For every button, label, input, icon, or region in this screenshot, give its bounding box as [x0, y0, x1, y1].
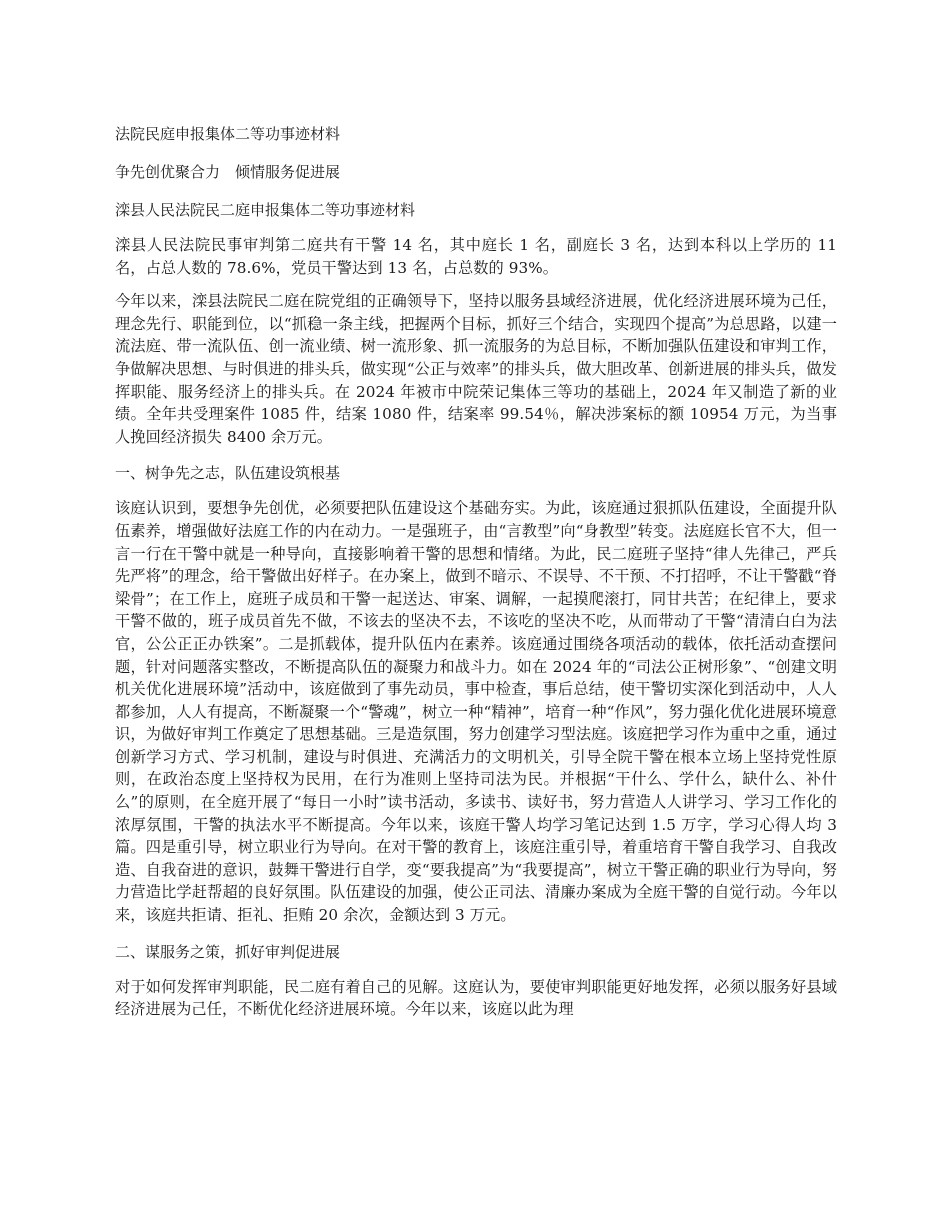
document-page	[115, 120, 837, 1032]
document-slogan: 争先创优聚合力 倾情服务促进展	[115, 163, 341, 181]
section-body-team-building: 该庭认识到，要想争先创优，必须要把队伍建设这个基础夯实。为此，该庭通过狠抓队伍建设，全面提升队伍素养，增强做好法庭工作的内在动力。一是强班子，由“言教型”向“身教型”转变。法庭庭长官不大，但一言一行在干警中就是一种导向，直接影响着干警的思想和情绪。为此，民二庭班子坚持“律人先律己，严兵先严将”的理念，给干警做出好样子。在办案上，做到不暗示、不误导、不干预、不打招呼，不让干警戳“脊梁骨”；在工作上，庭班子成员和干警一起送达、审案、调解，一起摸爬滚打，同甘共苦；在纪律上，要求干警不做的，班子成员首先不做，不该去的坚决不去，不该吃的坚决不吃，从而带动了干警“清清白白为法官，公公正正办铁案”。二是抓载体，提升队伍内在素养。该庭通过围绕各项活动的载体，依托活动查摆问题，针对问题落实整改，不断提高队伍的凝聚力和战斗力。如在 2024 年的“司法公正树形象”、“创建文明机关优化进展环境”活动中，该庭做到了事先动员，事中检查，事后总结，使干警切实深化到活动中，人人都参加，人人有提高，不断凝聚一个“警魂”，树立一种“精神”，培育一种“作风”，努力强化优化进展环境意识，为做好审判工作奠定了思想基础。三是造氛围，努力创建学习型法庭。该庭把学习作为重中之重，通过创新学习方式、学习机制，建设与时俱进、充满活力的文明机关，引导全院干警在根本立场上坚持党性原则，在政治态度上坚持权为民用，在行为准则上坚持司法为民。并根据“干什么、学什么，缺什么、补什么”的原则，在全庭开展了“每日一小时”读书活动，多读书、读好书，努力营造人人讲学习、学习工作化的浓厚氛围，干警的执法水平不断提高。今年以来，该庭干警人均学习笔记达到 1.5 万字，学习心得人均 3 篇。四是重引导，树立职业行为导向。在对干警的教育上，该庭注重引导，着重培育干警自我学习、自我改造、自我奋进的意识，鼓舞干警进行自学，变“要我提高”为“我要提高”，树立干警正确的职业行为导向，努力营造比学赶帮超的良好氛围。队伍建设的加强，使公正司法、清廉办案成为全庭干警的自觉行动。今年以来，该庭共拒请、拒礼、拒贿 20 余次，金额达到 3 万元。	[115, 499, 837, 925]
paragraph-annual-overview: 今年以来，滦县法院民二庭在院党组的正确领导下，坚持以服务县域经济进展，优化经济进展环境为己任，理念先行、职能到位，以“抓稳一条主线，把握两个目标，抓好三个结合，实现四个提高”为总思路，以建一流法庭、带一流队伍、创一流业绩、树一流形象、抓一流服务的为总目标，不断加强队伍建设和审判工作，争做解决思想、与时俱进的排头兵，做实现“公正与效率”的排头兵，做大胆改革、创新进展的排头兵，做发挥职能、服务经济上的排头兵。在 2024 年被市中院荣记集体三等功的基础上，2024 年又制造了新的业绩。全年共受理案件 1085 件，结案 1080 件，结案率 99.54％，解决涉案标的额 10954 万元，为当事人挽回经济损失 8400 余万元。	[115, 292, 838, 446]
document-title: 法院民庭申报集体二等功事迹材料	[115, 125, 341, 143]
document-subtitle: 滦县人民法院民二庭申报集体二等功事迹材料	[115, 201, 416, 219]
section-heading-team-building: 一、树争先之志，队伍建设筑根基	[115, 464, 341, 483]
paragraph-staff-summary: 滦县人民法院民事审判第二庭共有干警 14 名，其中庭长 1 名，副庭长 3 名，达到本科以上学历的 11 名，占总人数的 78.6%，党员干警达到 13 名，占总数的 93%。	[115, 236, 837, 277]
section-heading-service: 二、谋服务之策，抓好审判促进展	[115, 942, 341, 961]
section-body-service: 对于如何发挥审判职能，民二庭有着自己的见解。这庭认为，要使审判职能更好地发挥，必须以服务好县域经济进展为己任，不断优化经济进展环境。今年以来，该庭以此为理	[115, 977, 837, 1019]
